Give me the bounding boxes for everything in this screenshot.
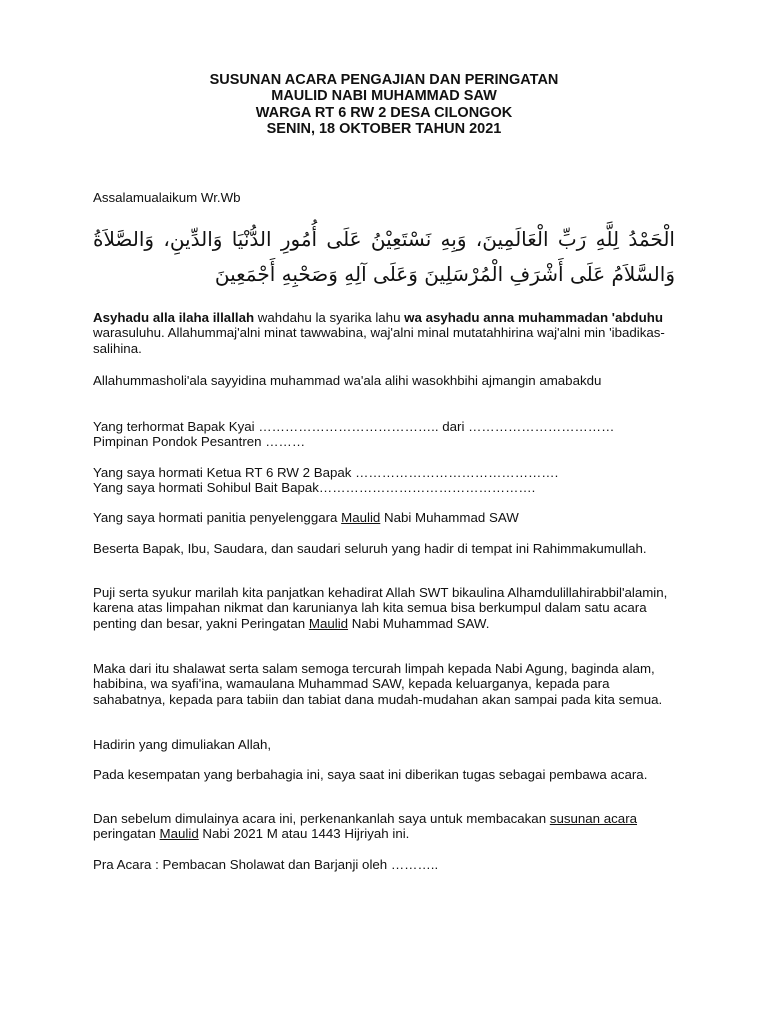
opening-text-mid: peringatan (93, 826, 160, 842)
gratitude-text-pre: Puji serta syukur marilah kita panjatkan kehadirat Allah SWT bikaulina Alhamdulillahirabbil'alamin, karena atas limpahan nikmat dan karunianya lah kita semua bisa berkumpul dalam satu acara penting dan besar, yakni Peringatan (93, 585, 668, 631)
opening-text-post: Nabi 2021 M atau 1443 Hijriyah ini. (198, 826, 410, 842)
syahadat-bold-2: wa asyhadu anna muhammadan 'abduhu (404, 310, 663, 325)
gratitude-maulid: Maulid (308, 615, 349, 631)
honor-kyai (93, 419, 678, 450)
committee-text-pre: Yang saya hormati panitia penyelenggara (93, 510, 342, 525)
title-line-4: SENIN, 18 OKTOBER TAHUN 2021 (266, 121, 502, 138)
opening-text-pre: Dan sebelum dimulainya acara ini, perkenankanlah saya untuk membacakan (93, 811, 550, 826)
committee-paragraph (93, 510, 678, 525)
greeting: Assalamualaikum Wr.Wb (93, 190, 241, 205)
honor-rt-line: Yang saya hormati Ketua RT 6 RW 2 Bapak ………………………………………. (93, 465, 559, 480)
syahadat-text-1: wahdahu la syarika lahu (254, 310, 405, 325)
salawat-paragraph: Maka dari itu shalawat serta salam semoga tercurah limpah kepada Nabi Agung, baginda alam, habibina, wa syafi'ina, wamaulana Muhammad SAW, kepada keluarganya, kepada para sahabatnya, kepada para tabiin dan tabiat dana mudah-mudahan akan sampai pada kita semua. (93, 661, 663, 707)
honor-host-line: Yang saya hormati Sohibul Bait Bapak…………………………………………. (93, 480, 536, 496)
document-title (0, 72, 768, 138)
gratitude-text-post: Nabi Muhammad SAW. (348, 615, 490, 631)
honor-kyai-line-1: Yang terhormat Bapak Kyai ………………………………….. dari …………………………… (93, 419, 615, 434)
honor-officials (93, 465, 678, 496)
committee-maulid: Maulid (341, 510, 381, 525)
title-line-3: WARGA RT 6 RW 2 DESA CILONGOK (255, 104, 513, 121)
title-line-1: SUSUNAN ACARA PENGAJIAN DAN PERINGATAN (209, 72, 559, 88)
syahadat-paragraph (93, 310, 678, 356)
arabic-opening: الْحَمْدُ لِلَّهِ رَبِّ الْعَالَمِينَ، وَبِهِ نَسْتَعِيْنُ عَلَى أُمُورِ الدُّنْيَا وَالدِّينِ، وَالصَّلاَةُ وَالسَّلاَمُ عَلَى أَشْرَفِ الْمُرْسَلِينَ وَعَلَى آلِهِ وَصَحْبِهِ أَجْمَعِينَ (93, 227, 675, 286)
honor-kyai-line-2: Pimpinan Pondok Pesantren ……… (93, 434, 306, 450)
opening-paragraph (93, 811, 678, 842)
committee-text-post: Nabi Muhammad SAW (380, 510, 519, 525)
opening-maulid: Maulid (159, 826, 199, 842)
pra-acara-line: Pra Acara : Pembacan Sholawat dan Barjanji oleh ……….. (93, 857, 439, 872)
syahadat-bold-1: Asyhadu alla ilaha illallah (93, 310, 255, 325)
title-line-2: MAULID NABI MUHAMMAD SAW (271, 88, 497, 105)
opening-susunan-acara: susunan acara (549, 811, 638, 826)
task-paragraph: Pada kesempatan yang berbahagia ini, saya saat ini diberikan tugas sebagai pembawa acara. (93, 767, 648, 782)
gratitude-paragraph (93, 585, 678, 631)
shalawat-paragraph: Allahummasholi'ala sayyidina muhammad wa'ala alihi wasokhbihi ajmangin amabakdu (93, 373, 602, 388)
audience-paragraph: Beserta Bapak, Ibu, Saudara, dan saudari seluruh yang hadir di tempat ini Rahimmakumullah. (93, 541, 647, 556)
hadirin-line: Hadirin yang dimuliakan Allah, (93, 737, 272, 752)
syahadat-text-2: warasuluhu. Allahummaj'alni minat tawwabina, waj'alni minal mutatahhirina waj'alni min 'ibadikas-salihina. (93, 325, 665, 356)
